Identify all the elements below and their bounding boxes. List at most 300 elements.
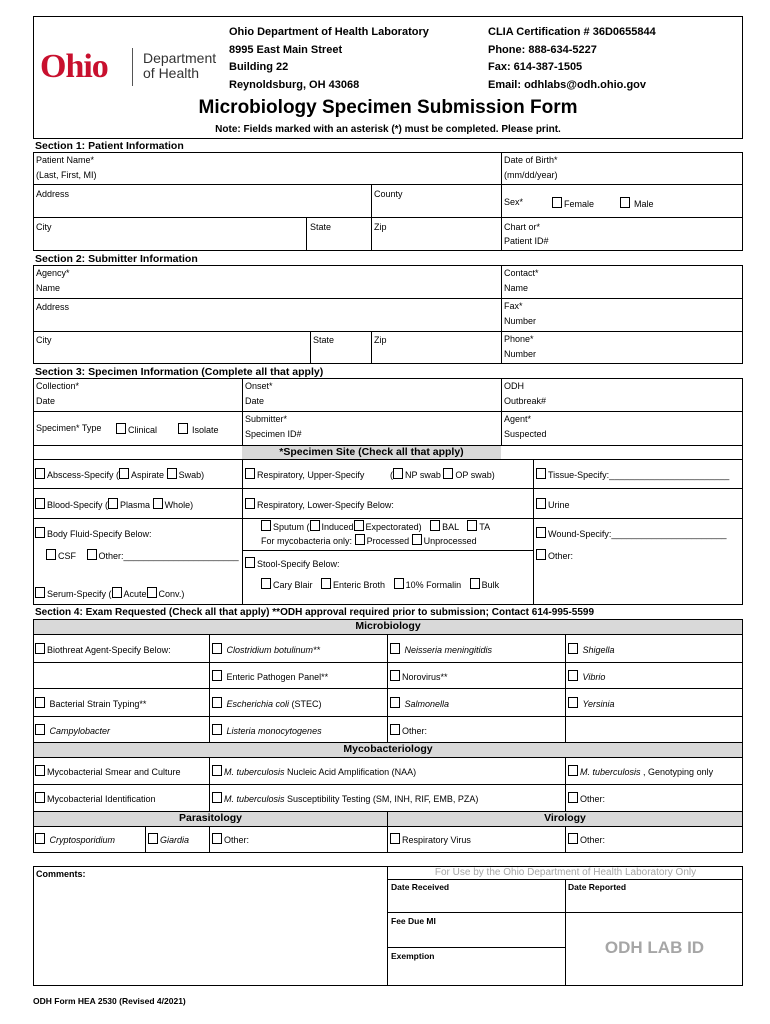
norovirus-checkbox[interactable] [390,670,400,681]
collection-text: Collection* [36,381,80,391]
salmonella-option[interactable] [390,697,449,710]
other-viro-label: Other: [580,835,606,845]
shigella-checkbox[interactable] [568,643,578,654]
crypto-label: Cryptosporidium [49,835,116,845]
s4-vline8 [209,826,210,853]
blood-checkbox[interactable] [35,498,45,509]
stool-option[interactable] [245,557,340,570]
sputum-checkbox[interactable] [261,520,271,531]
lab-email: Email: odhlabs@odh.ohio.gov [488,78,647,91]
abscess-checkbox[interactable] [35,468,45,479]
clostridium-label: Clostridium botulinum** [226,645,321,655]
enteric-broth-checkbox[interactable] [321,578,331,589]
myco-id-label: Mycobacterial Identification [47,794,156,804]
crypto-option[interactable] [35,833,115,846]
submitter-zip-label: Zip [374,335,387,345]
s3-site-hline4 [242,550,533,551]
onset-sub: Date [245,396,265,406]
giardia-option[interactable] [148,833,189,846]
s4-hline0 [33,634,743,635]
s4-hline6 [33,784,743,785]
blood-option[interactable] [35,498,193,511]
serum-option[interactable] [35,587,184,600]
mycobacteriology-header: Mycobacteriology [34,743,742,757]
np-swab-checkbox[interactable] [393,468,403,479]
section3-title: Section 3: Specimen Information (Complete all that apply) [35,366,324,378]
male-option[interactable] [620,197,654,210]
lab-name: Ohio Department of Health Laboratory [229,26,429,38]
shigella-label: Shigella [582,645,615,655]
contact-label [504,268,539,294]
specimen-type-label: Specimen* Type [36,423,102,433]
body-fluid-checkbox[interactable] [35,527,45,538]
submitter-fax-label [504,301,536,327]
submitter-phone-input[interactable] [550,338,735,358]
male-label: Male [634,199,654,209]
expectorated-label: Expectorated) [365,522,422,532]
odh-use-header: For Use by the Ohio Department of Health Laboratory Only [434,867,697,878]
other-para-label: Other: [224,835,250,845]
collection-date-input[interactable] [90,386,235,406]
giardia-label: Giardia [160,835,190,845]
agency-input[interactable] [80,272,495,292]
norovirus-option[interactable] [390,670,448,683]
lab-address1: 8995 East Main Street [229,43,343,56]
other-micro-label: Other: [402,726,428,736]
bulk-label: Bulk [481,580,500,590]
crypto-checkbox[interactable] [35,833,45,844]
onset-label [245,381,273,407]
abscess-option[interactable] [35,468,204,481]
dob-label [504,155,558,181]
form-note: Note: Fields marked with an asterisk (*) must be completed. Please print. [215,124,561,135]
mtb-suscept-option[interactable] [212,792,478,805]
mtb-suscept-label: Susceptibility Testing (SM, INH, RIF, EMB, PZA) [284,794,479,804]
np-swab-label: NP swab [405,470,441,480]
other-viro-option[interactable] [568,833,605,846]
isolate-label: Isolate [192,425,219,435]
s4-hline5 [33,757,743,758]
logo-dept-line1: Department [143,50,217,66]
listeria-checkbox[interactable] [212,724,222,735]
lab-use-vline [387,866,388,986]
s2-vline-right [501,265,502,364]
clinical-checkbox[interactable] [116,423,126,434]
resp-virus-option[interactable] [390,833,471,846]
conv-checkbox[interactable] [147,587,157,598]
odh-outbreak-label [504,381,546,407]
patient-name-label [36,155,97,181]
expectorated-checkbox[interactable] [354,520,364,531]
odh-text: ODH [504,381,524,391]
female-checkbox[interactable] [552,197,562,208]
enteric-panel-checkbox[interactable] [212,670,222,681]
agent-text: Agent* [504,414,532,424]
campylobacter-checkbox[interactable] [35,724,45,735]
s2-hline1 [33,298,743,299]
other-viro-checkbox[interactable] [568,833,578,844]
other-site-label: Other: [548,551,574,561]
submitter-city-input[interactable] [60,340,305,358]
other-micro-option[interactable] [390,724,427,737]
submitter-state-input[interactable] [340,340,368,358]
csf-checkbox[interactable] [46,549,56,560]
yersinia-option[interactable] [568,697,615,710]
resp-lower-checkbox[interactable] [245,498,255,509]
blood-label: Blood-Specify ( [47,500,109,510]
form-id: ODH Form HEA 2530 (Revised 4/2021) [33,996,186,1006]
formalin-label: 10% Formalin [405,580,462,590]
campylobacter-option[interactable] [35,724,110,737]
aspirate-label: Aspirate [131,470,165,480]
other-para-option[interactable] [212,833,249,846]
s1-vline-county [371,184,372,217]
plasma-checkbox[interactable] [108,498,118,509]
salmonella-label: Salmonella [404,699,450,709]
agent-sub: Suspected [504,429,547,439]
sex-label: Sex* [504,197,524,207]
whole-checkbox[interactable] [153,498,163,509]
urine-checkbox[interactable] [536,498,546,509]
s4-hline3 [33,716,743,717]
serum-label: Serum-Specify ( [47,589,112,599]
section4-title: Section 4: Exam Requested (Check all that apply) **ODH approval required prior to submission; Contact 614-995-5599 [35,607,595,618]
submitter-zip-input[interactable] [395,340,495,358]
vibrio-label: Vibrio [582,672,606,682]
lab-use-hline2 [387,947,565,948]
s3-vline-right [501,378,502,445]
s4-vline3 [565,634,566,742]
myco-smear-label: Mycobacterial Smear and Culture [47,767,181,777]
bal-label: BAL [442,522,459,532]
giardia-checkbox[interactable] [148,833,158,844]
plasma-label: Plasma [120,500,151,510]
phone-text: Phone* [504,334,534,344]
acute-label: Acute [123,589,147,599]
contact-input[interactable] [550,272,735,292]
mtb-naa-checkbox[interactable] [212,765,222,776]
other-site-option[interactable] [536,549,573,562]
submitter-fax-input[interactable] [550,305,735,325]
specimen-site-header: *Specimen Site (Check all that apply) [242,446,501,459]
listeria-label: Listeria monocytogenes [226,726,322,736]
mtb-genotyping-option[interactable] [568,765,713,778]
female-option[interactable] [552,197,594,210]
chart-label [504,222,549,247]
form-title: Microbiology Specimen Submission Form [198,97,578,118]
resp-upper-checkbox[interactable] [245,468,255,479]
patient-state-input[interactable] [336,228,366,246]
resp-upper-option[interactable] [245,468,364,481]
other-myco-option[interactable] [568,792,605,805]
mtb-naa-italic: M. tuberculosis [224,767,285,777]
s3-site-hline [33,459,743,460]
s3-hline1 [33,411,743,412]
microbiology-header: Microbiology [34,620,742,634]
lab-fax: Fax: 614-387-1505 [488,61,583,73]
logo-dept-line2: of Health [143,65,200,81]
myco-processing-options [261,534,477,547]
vibrio-checkbox[interactable] [568,670,578,681]
parasitology-header: Parasitology [34,812,387,826]
ecoli-label: Escherichia coli [226,699,290,709]
comments-label: Comments: [36,869,86,879]
ecoli-suffix: (STEC) [289,699,322,709]
submitter-address-label: Address [36,302,70,312]
bal-checkbox[interactable] [430,520,440,531]
s4-vline4 [209,757,210,811]
resp-virus-checkbox[interactable] [390,833,400,844]
unprocessed-checkbox[interactable] [412,534,422,545]
listeria-option[interactable] [212,724,322,737]
date-reported-label: Date Reported [568,882,627,892]
myco-smear-option[interactable] [35,765,181,778]
bacterial-strain-label: Bacterial Strain Typing** [49,699,147,709]
myco-id-checkbox[interactable] [35,792,45,803]
s4-vline2 [387,634,388,742]
collection-label [36,381,79,407]
collection-sub: Date [36,396,56,406]
csf-option[interactable] [46,549,239,562]
mtb-genotyping-italic: M. tuberculosis [580,767,641,777]
logo-ohio-text: Ohio [40,48,108,85]
bacterial-strain-checkbox[interactable] [35,697,45,708]
neisseria-checkbox[interactable] [390,643,400,654]
s3-site-hline2 [33,488,743,489]
s2-vline-zip [371,331,372,364]
contact-sub: Name [504,283,529,293]
section3-box [33,378,743,605]
urine-option[interactable] [536,498,570,511]
patient-address-input[interactable] [80,195,365,213]
logo-divider [132,48,133,86]
s4-vline7 [145,826,146,853]
s4-vline5 [565,757,566,811]
lab-use-hline3 [565,912,743,913]
clia-number: CLIA Certification # 36D0655844 [488,26,656,38]
clinical-label: Clinical [128,425,158,435]
myco-id-option[interactable] [35,792,156,805]
patient-name-text: Patient Name* [36,155,95,165]
submitter-phone-label [504,334,536,360]
enteric-broth-label: Enteric Broth [333,580,386,590]
cary-blair-checkbox[interactable] [261,578,271,589]
lab-use-vline2 [565,879,566,986]
acute-checkbox[interactable] [112,587,122,598]
lab-address-block [229,24,429,94]
agency-label [36,268,70,294]
s1-hline2 [33,217,743,218]
enteric-panel-option[interactable] [212,670,328,683]
s1-vline-zip [371,217,372,251]
swab-checkbox[interactable] [167,468,177,479]
clostridium-checkbox[interactable] [212,643,222,654]
resp-upper-label: Respiratory, Upper-Specify [257,470,365,480]
stool-media-options [261,578,499,591]
isolate-checkbox[interactable] [178,423,188,434]
wound-option[interactable] [536,527,727,540]
clinical-option[interactable] [116,423,157,436]
abscess-label: Abscess-Specify ( [47,470,120,480]
s1-vline-right [501,152,502,251]
fax-sub: Number [504,316,537,326]
s3-site-vline1 [242,459,243,605]
sputum-label: Sputum ( [273,522,310,532]
bulk-checkbox[interactable] [470,578,480,589]
logo-department [143,51,216,81]
county-label: County [374,189,403,199]
mtb-naa-label: Nucleic Acid Amplification (NAA) [284,767,417,777]
submitter-id-text: Submitter* [245,414,288,424]
comments-input[interactable] [36,883,385,985]
other-para-checkbox[interactable] [212,833,222,844]
induced-label: Induced [321,522,354,532]
agency-text: Agency* [36,268,70,278]
lab-contact-block [488,24,656,94]
formalin-checkbox[interactable] [394,578,404,589]
patient-city-input[interactable] [60,228,300,246]
wound-checkbox[interactable] [536,527,546,538]
lab-address2: Building 22 [229,61,289,73]
unprocessed-label: Unprocessed [423,536,477,546]
conv-label: Conv.) [158,589,185,599]
salmonella-checkbox[interactable] [390,697,400,708]
patient-address-label: Address [36,189,70,199]
urine-label: Urine [548,500,570,510]
other-fluid-label: Other:_______________________ [98,551,239,561]
chart-input[interactable] [560,225,735,245]
lab-phone: Phone: 888-634-5227 [488,43,597,56]
vibrio-option[interactable] [568,670,605,683]
aspirate-checkbox[interactable] [119,468,129,479]
s1-vline-state [306,217,307,251]
processed-label: Processed [366,536,410,546]
section1-title: Section 1: Patient Information [35,140,184,152]
op-swab-label: OP swab) [455,470,495,480]
agent-label [504,414,547,440]
county-input[interactable] [410,195,495,213]
s4-hline1 [33,662,743,663]
body-fluid-option[interactable] [35,527,152,540]
stool-label: Stool-Specify Below: [257,559,340,569]
stool-checkbox[interactable] [245,557,255,568]
other-myco-label: Other: [580,794,606,804]
resp-virus-label: Respiratory Virus [402,835,471,845]
lab-address3: Reynoldsburg, OH 43068 [229,78,360,91]
exemption-label: Exemption [391,951,435,961]
male-checkbox[interactable] [620,197,630,208]
enteric-panel-label: Enteric Pathogen Panel** [226,672,329,682]
s4-vline1 [209,634,210,742]
yersinia-label: Yersinia [582,699,615,709]
dob-sub: (mm/dd/year) [504,170,558,180]
s3-vline-onset [242,378,243,445]
serum-checkbox[interactable] [35,587,45,598]
biothreat-option[interactable] [35,643,171,656]
submitter-address-input[interactable] [80,307,495,325]
other-myco-checkbox[interactable] [568,792,578,803]
tissue-option[interactable] [536,468,729,481]
date-received-label: Date Received [391,882,450,892]
submitter-id-input[interactable] [310,419,495,439]
s3-site-hline3 [33,518,743,519]
body-fluid-label: Body Fluid-Specify Below: [47,529,152,539]
yersinia-checkbox[interactable] [568,697,578,708]
whole-label: Whole) [164,500,194,510]
mtb-suscept-italic: M. tuberculosis [224,794,285,804]
neisseria-option[interactable] [390,643,492,656]
sputum-options [261,520,490,533]
processed-checkbox[interactable] [355,534,365,545]
dob-text: Date of Birth* [504,155,558,165]
myco-smear-checkbox[interactable] [35,765,45,776]
swab-label: Swab) [178,470,205,480]
s2-vline-state [310,331,311,364]
patient-zip-input[interactable] [395,228,495,246]
cary-blair-label: Cary Blair [273,580,313,590]
submitter-city-label: City [36,335,52,345]
op-swab-checkbox[interactable] [443,468,453,479]
phone-sub: Number [504,349,537,359]
submitter-id-label [245,414,302,440]
s4-vline6 [387,811,388,853]
shigella-option[interactable] [568,643,615,656]
odh-outbreak-input[interactable] [560,386,735,406]
chart-sub: Patient ID# [504,236,549,246]
mtb-suscept-checkbox[interactable] [212,792,222,803]
ecoli-option[interactable] [212,697,322,710]
clostridium-option[interactable] [212,643,320,656]
mtb-genotyping-label: , Genotyping only [640,767,714,777]
wound-label: Wound-Specify:_______________________ [548,529,727,539]
chart-text: Chart or* [504,222,541,232]
onset-text: Onset* [245,381,273,391]
biothreat-label: Biothreat Agent-Specify Below: [47,645,171,655]
onset-date-input[interactable] [290,386,495,406]
tissue-checkbox[interactable] [536,468,546,479]
dob-input[interactable] [580,158,735,178]
mtb-genotyping-checkbox[interactable] [568,765,578,776]
contact-text: Contact* [504,268,539,278]
patient-name-input[interactable] [130,158,490,178]
section2-title: Section 2: Submitter Information [35,253,198,265]
female-label: Female [564,199,595,209]
patient-zip-label: Zip [374,222,387,232]
resp-lower-label: Respiratory, Lower-Specify Below: [257,500,394,510]
agent-input[interactable] [560,419,735,439]
isolate-option[interactable] [178,423,219,436]
resp-lower-option[interactable] [245,498,394,511]
other-fluid-checkbox[interactable] [87,549,97,560]
ecoli-checkbox[interactable] [212,697,222,708]
submitter-state-label: State [313,335,335,345]
s3-site-vline2 [533,459,534,605]
s4-hline2 [33,688,743,689]
submitter-id-sub: Specimen ID# [245,429,302,439]
biothreat-checkbox[interactable] [35,643,45,654]
virology-header: Virology [388,812,742,826]
other-micro-checkbox[interactable] [390,724,400,735]
patient-state-label: State [310,222,332,232]
ta-label: TA [479,522,491,532]
neisseria-label: Neisseria meningitidis [404,645,493,655]
mtb-naa-option[interactable] [212,765,416,778]
ta-checkbox[interactable] [467,520,477,531]
csf-label: CSF [58,551,76,561]
induced-checkbox[interactable] [310,520,320,531]
other-site-checkbox[interactable] [536,549,546,560]
bacterial-strain-option[interactable] [35,697,146,710]
